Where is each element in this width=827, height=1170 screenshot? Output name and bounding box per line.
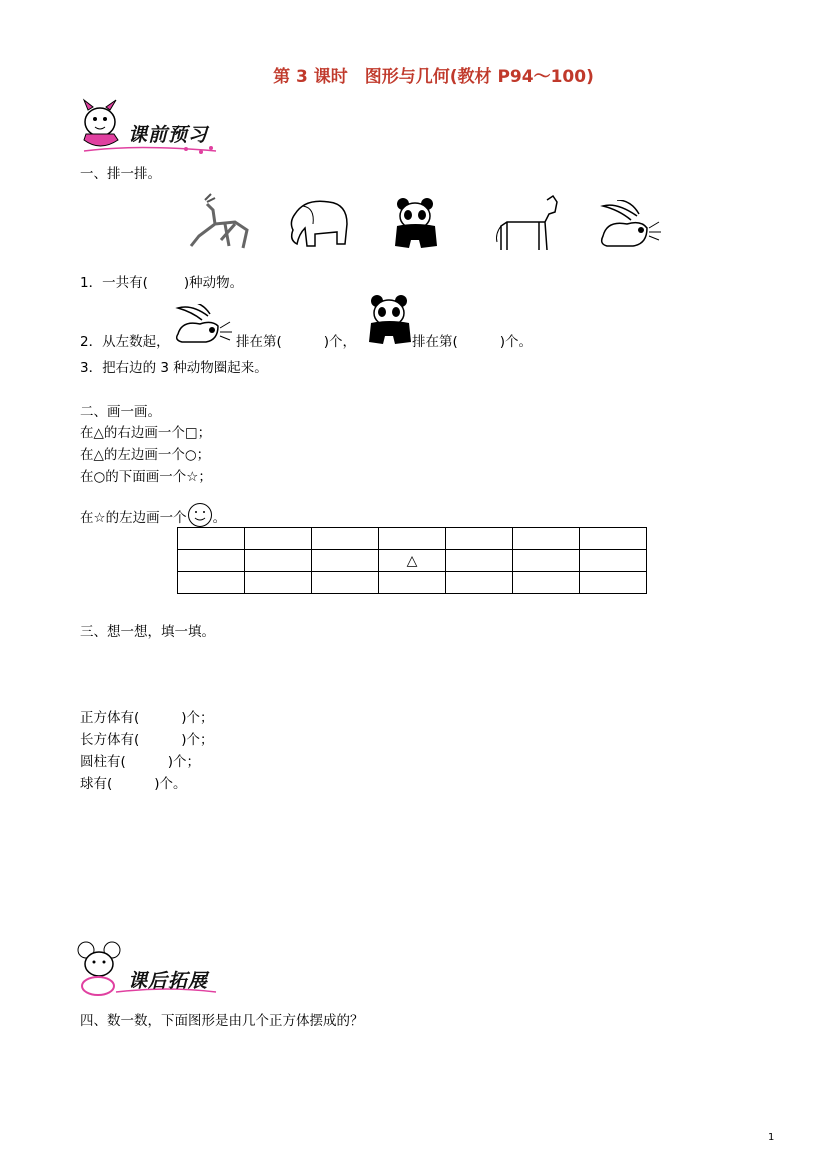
table-row (178, 572, 647, 594)
q3-line: 3．把右边的 3 种动物圈起来。 (80, 360, 268, 376)
donkey-icon (491, 194, 561, 252)
section-4-heading: 四、数一数，下面图形是由几个正方体摆成的？ (80, 1013, 364, 1029)
q2-line: 2．从左数起， 排在第( )个， 排在第( )个。 (80, 294, 640, 348)
section-2-heading: 二、画一画。 (80, 404, 161, 420)
rabbit-icon (597, 200, 663, 250)
smiley-face-icon (187, 502, 213, 528)
instruction-line: 在△的右边画一个□； (80, 425, 212, 441)
panda-icon (366, 294, 414, 346)
triangle-cell: △ (379, 550, 446, 572)
fill-line: 正方体有( )个； (80, 710, 214, 726)
deer-icon (185, 190, 253, 254)
page-number: 1 (768, 1132, 775, 1143)
section-1-heading: 一、排一排。 (80, 166, 161, 182)
instruction-line: 在☆的左边画一个 。 (80, 502, 226, 528)
drawing-grid (177, 527, 647, 594)
extension-banner: 课后拓展 (76, 940, 226, 1002)
fill-line: 球有( )个。 (80, 776, 187, 792)
page-title: 第 3 课时 图形与几何(教材 P94～100) (273, 67, 594, 87)
preview-banner: 课前预习 (76, 96, 226, 158)
elephant-icon (285, 194, 351, 250)
table-row (178, 550, 647, 572)
panda-icon (391, 196, 441, 250)
table-row (178, 528, 647, 550)
rabbit-icon (174, 304, 236, 344)
section-3-heading: 三、想一想，填一填。 (80, 624, 215, 640)
fill-line: 圆柱有( )个； (80, 754, 201, 770)
instruction-line: 在○的下面画一个☆； (80, 469, 212, 485)
fill-line: 长方体有( )个； (80, 732, 214, 748)
instruction-line: 在△的左边画一个○； (80, 447, 211, 463)
q1-line: 1．一共有( )种动物。 (80, 275, 244, 291)
animal-row (185, 190, 665, 254)
